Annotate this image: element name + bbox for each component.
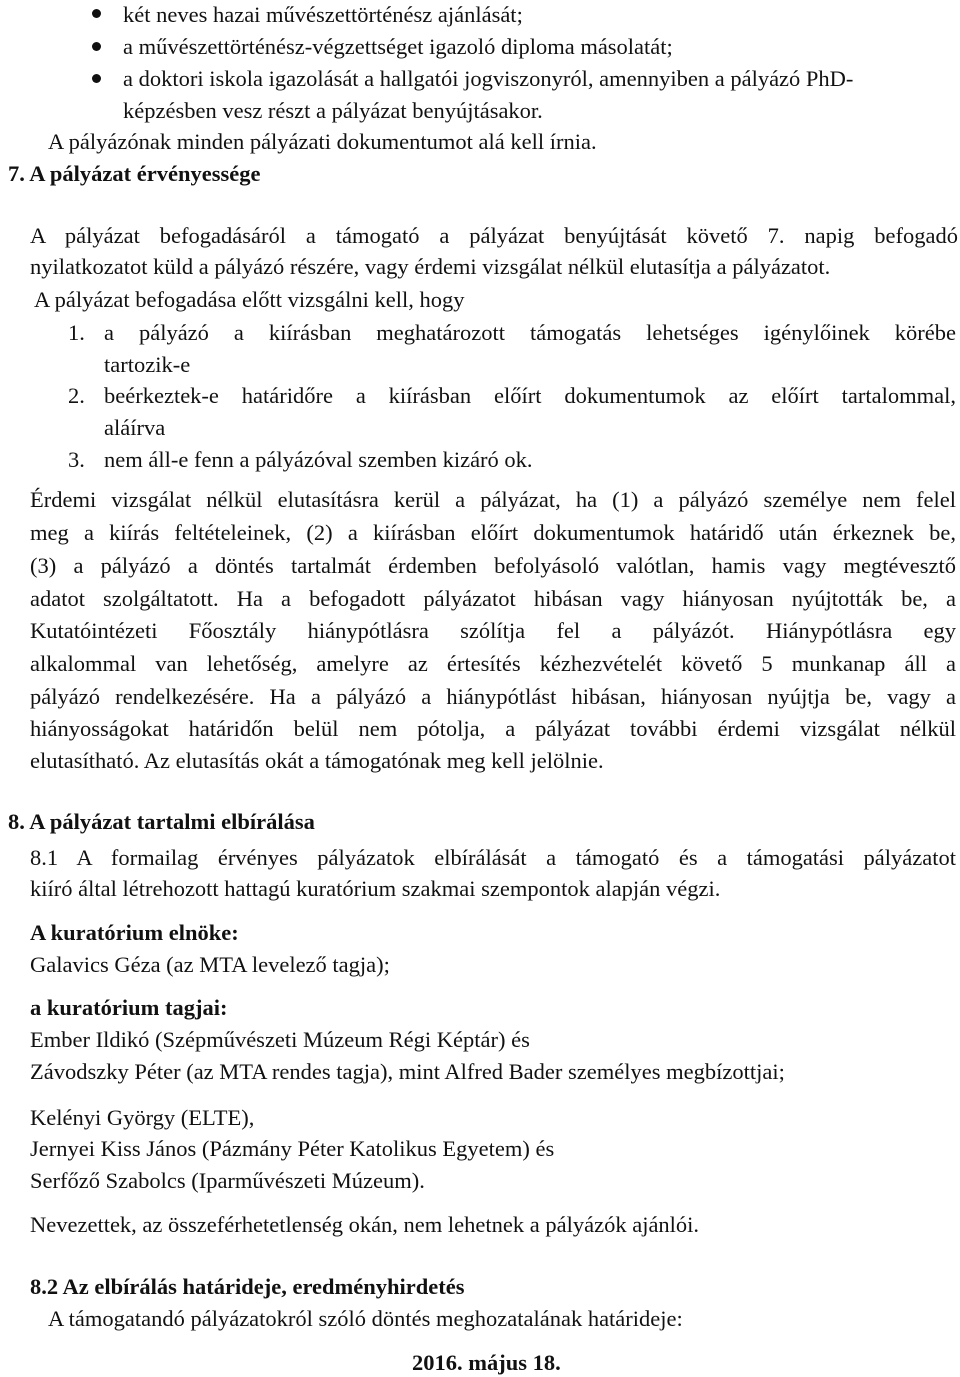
- paragraph-line: Érdemi vizsgálat nélkül elutasításra kerül a pályázat, ha (1) a pályázó személye nem felel: [30, 487, 956, 512]
- list-item: beérkeztek-e határidőre a kiírásban előírt dokumentumok az előírt tartalommal,: [104, 383, 956, 408]
- paragraph-line: (3) a pályázó a döntés tartalmát érdemben befolyásoló valótlan, hamis vagy megtévesztő: [30, 553, 956, 578]
- list-number: 3.: [68, 447, 85, 472]
- section-7-paragraph: A pályázat befogadásáról a támogató a pályázat benyújtását követő 7. napig befogadó: [30, 223, 958, 248]
- list-item: a pályázó a kiírásban meghatározott támogatás lehetséges igénylőinek körébe: [104, 320, 956, 345]
- member-line: Kelényi György (ELTE),: [30, 1105, 255, 1130]
- member-line: Serfőző Szabolcs (Iparművészeti Múzeum).: [30, 1168, 425, 1193]
- list-item: nem áll-e fenn a pályázóval szemben kizáró ok.: [104, 447, 533, 472]
- chair-name: Galavics Géza (az MTA levelező tagja);: [30, 952, 390, 977]
- paragraph-line: pályázó rendelkezésére. Ha a pályázó a hiánypótlást hibásan, hiányosan nyújtja be, vagy a: [30, 684, 956, 709]
- bullet-dot: [92, 42, 101, 51]
- bullet-item: két neves hazai művészettörténész ajánlását;: [123, 2, 523, 27]
- list-item-continuation: aláírva: [104, 415, 166, 440]
- list-item-continuation: tartozik-e: [104, 352, 191, 377]
- section-8-heading: 8. A pályázat tartalmi elbírálása: [8, 809, 315, 834]
- section-7-heading: 7. A pályázat érvényessége: [8, 161, 261, 186]
- member-line: Ember Ildikó (Szépművészeti Múzeum Régi Képtár) és: [30, 1027, 530, 1052]
- sign-note: A pályázónak minden pályázati dokumentumot alá kell írnia.: [48, 129, 597, 154]
- members-label: a kuratórium tagjai:: [30, 995, 228, 1020]
- bullet-dot: [92, 9, 101, 18]
- section-8-1-paragraph: kiíró által létrehozott hattagú kuratórium szakmai szempontok alapján végzi.: [30, 876, 721, 901]
- list-number: 2.: [68, 383, 85, 408]
- decision-date: 2016. május 18.: [412, 1350, 561, 1375]
- section-8-2-text: A támogatandó pályázatokról szóló döntés meghozatalának határideje:: [48, 1306, 683, 1331]
- bullet-dot: [92, 74, 101, 83]
- conflict-note: Nevezettek, az összeférhetetlenség okán, nem lehetnek a pályázók ajánlói.: [30, 1212, 700, 1237]
- list-number: 1.: [68, 320, 85, 345]
- section-7-paragraph: nyilatkozatot küld a pályázó részére, vagy érdemi vizsgálat nélkül elutasítja a pályázatot.: [30, 254, 831, 279]
- paragraph-line: alkalommal van lehetőség, amelyre az értesítés kézhezvételét követő 5 munkanap áll a: [30, 651, 956, 676]
- paragraph-line: Kutatóintézeti Főosztály hiánypótlásra szólítja fel a pályázót. Hiánypótlásra egy: [30, 618, 956, 643]
- paragraph-line: elutasítható. Az elutasítás okát a támogatónak meg kell jelölnie.: [30, 748, 604, 773]
- member-line: Závodszky Péter (az MTA rendes tagja), mint Alfred Bader személyes megbízottjai;: [30, 1059, 785, 1084]
- bullet-item: a művészettörténész-végzettséget igazoló diploma másolatát;: [123, 34, 673, 59]
- bullet-item-continuation: képzésben vesz részt a pályázat benyújtásakor.: [123, 98, 543, 123]
- chair-label: A kuratórium elnöke:: [30, 920, 239, 945]
- paragraph-line: adatot szolgáltatott. Ha a befogadott pályázatot hibásan vagy hiányosan nyújtották be, a: [30, 586, 956, 611]
- paragraph-line: hiányosságokat határidőn belül nem pótolja, a pályázat további érdemi vizsgálat nélkül: [30, 716, 956, 741]
- section-7-lead: A pályázat befogadása előtt vizsgálni kell, hogy: [34, 287, 465, 312]
- member-line: Jernyei Kiss János (Pázmány Péter Katolikus Egyetem) és: [30, 1136, 555, 1161]
- section-8-1-paragraph: 8.1 A formailag érvényes pályázatok elbírálását a támogató és a támogatási pályázatot: [30, 845, 956, 870]
- bullet-item: a doktori iskola igazolását a hallgatói jogviszonyról, amennyiben a pályázó PhD-: [123, 66, 854, 91]
- paragraph-line: meg a kiírás feltételeinek, (2) a kiírásban előírt dokumentumok határidő után érkeznek be,: [30, 520, 956, 545]
- section-8-2-heading: 8.2 Az elbírálás határideje, eredményhirdetés: [30, 1274, 465, 1299]
